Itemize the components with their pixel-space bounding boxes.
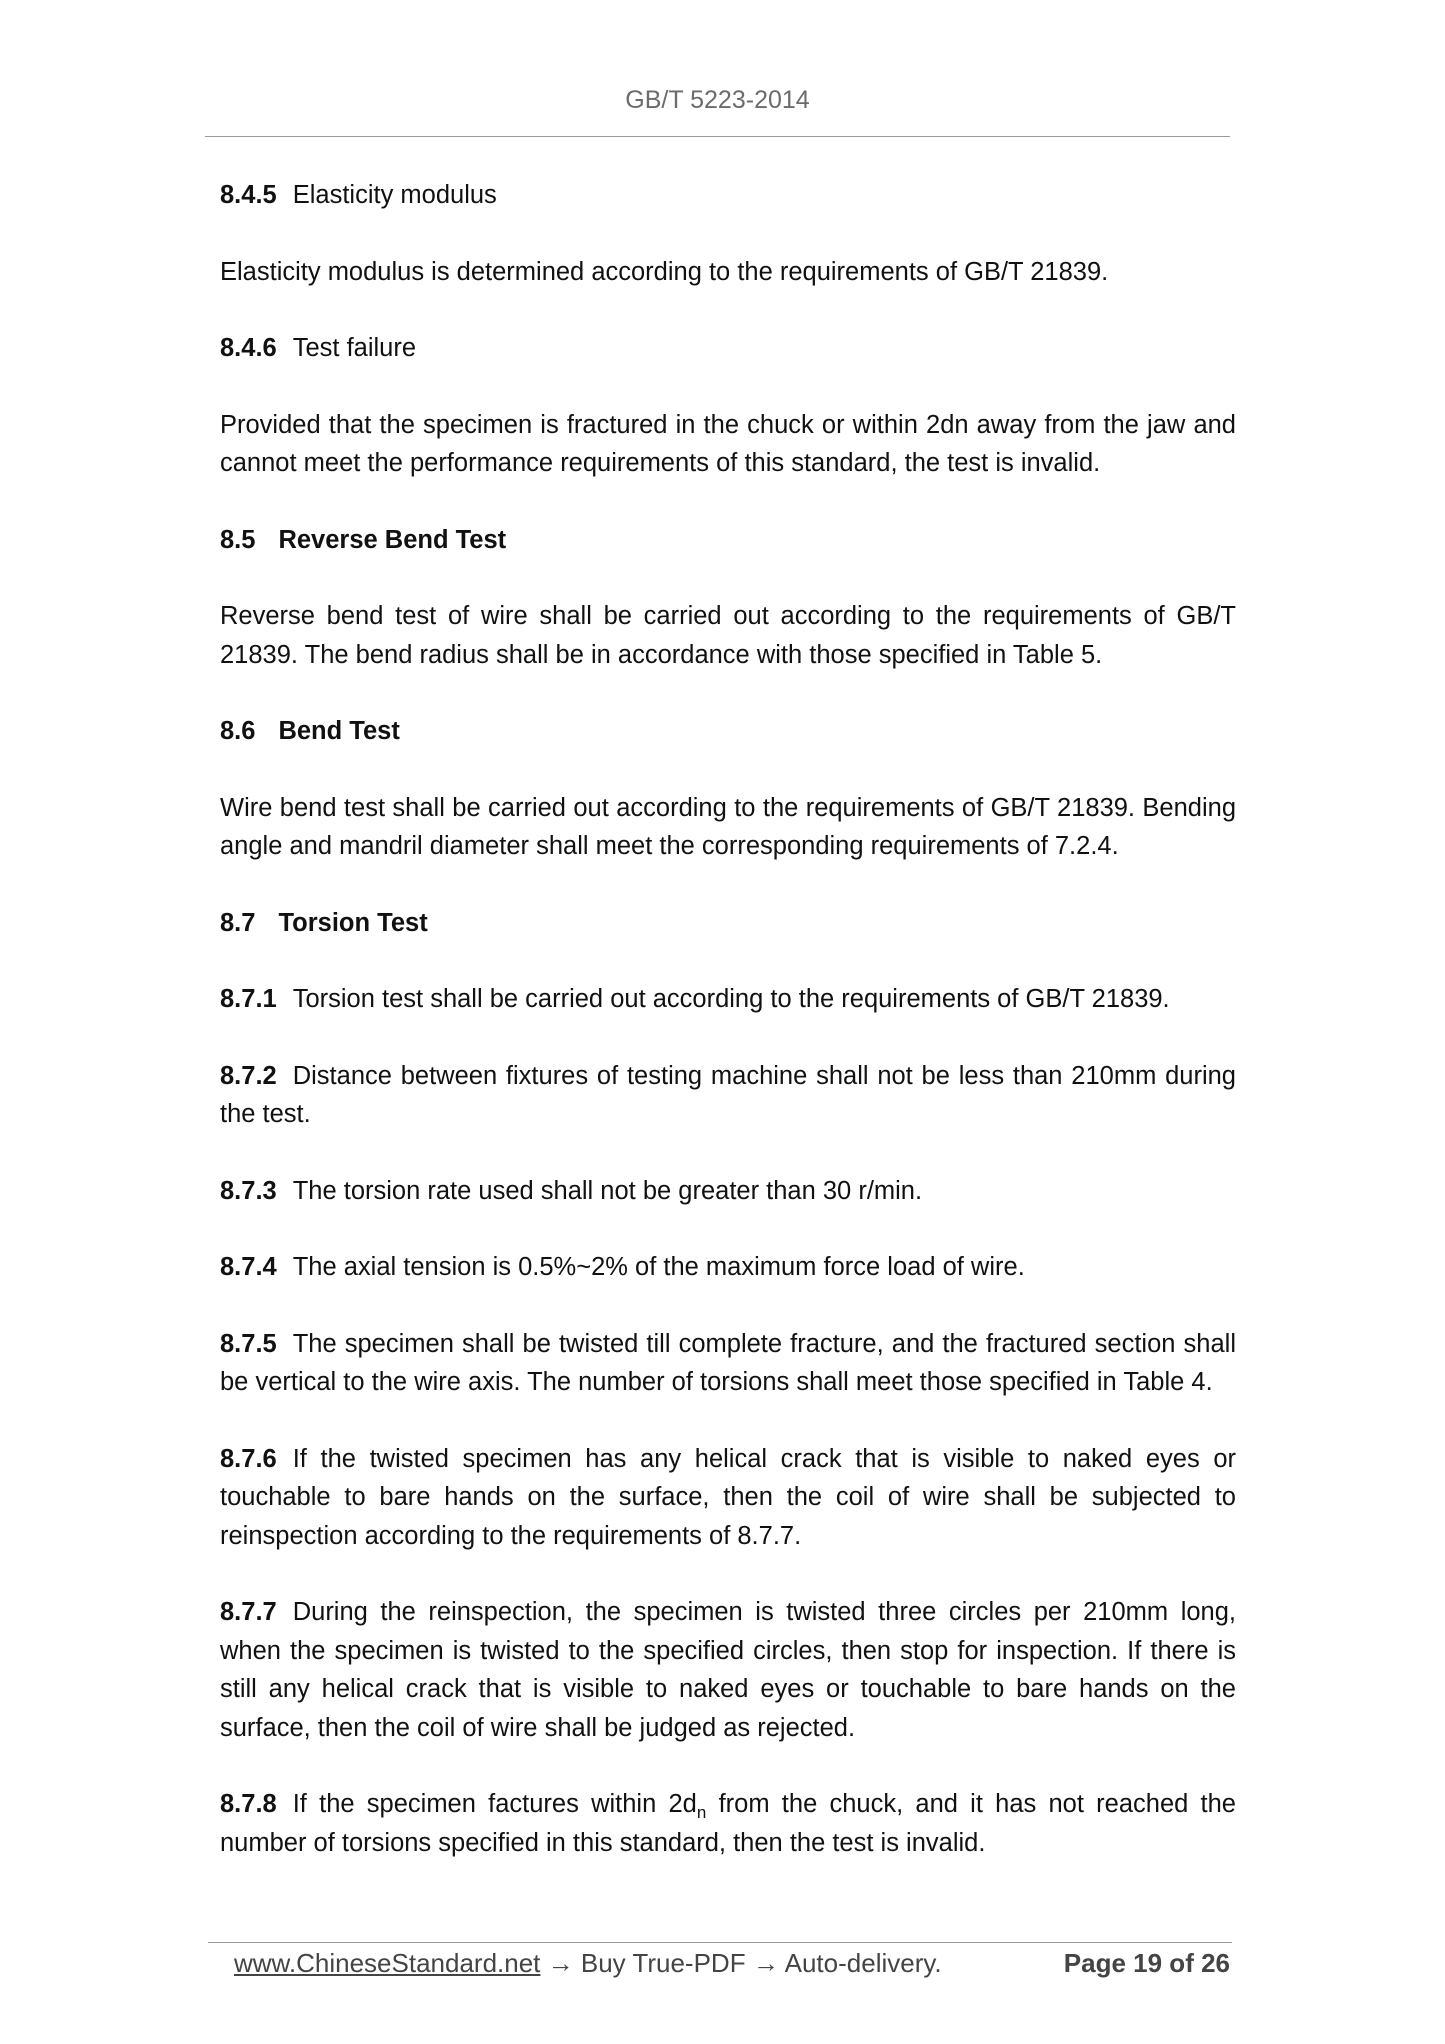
clause-text: Torsion test shall be carried out according to the requirements of GB/T 21839. [292, 985, 1170, 1013]
clause-text: The axial tension is 0.5%~2% of the maximum force load of wire. [292, 1253, 1025, 1281]
clause-number: 8.7.4 [220, 1253, 277, 1281]
paragraph-8-6: Wire bend test shall be carried out according to the requirements of GB/T 21839. Bending angle and mandril diameter shall meet the corresponding requirements of 7.2.4. [220, 793, 1236, 860]
clause-number: 8.7.6 [220, 1444, 277, 1473]
section-number: 8.4.5 [220, 181, 277, 209]
page-header: GB/T 5223-2014 [625, 86, 810, 114]
section-number: 8.5 [220, 525, 256, 554]
arrow-right-icon: → [752, 1948, 779, 1978]
clause-8-7-3 [220, 1172, 1236, 1211]
subscript: n [696, 1803, 707, 1823]
heading-8-7 [220, 904, 1236, 943]
clause-text: During the reinspection, the specimen is twisted three circles per 210mm long, when the specimen is twisted to the specified circles, then stop for inspection. If there is still any helical crack that is visible to naked eyes or touchable to bare hands on the surface, then the coil of wire shall be judged as rejected. [220, 1598, 1236, 1742]
clause-number: 8.7.7 [220, 1598, 277, 1626]
clause-text: The specimen shall be twisted till complete fracture, and the fractured section shall be vertical to the wire axis. The number of torsions shall meet those specified in Table 4. [220, 1329, 1236, 1396]
section-number: 8.7 [220, 908, 256, 937]
clause-8-7-6 [220, 1440, 1236, 1556]
page-number: Page 19 of 26 [1063, 1948, 1230, 1978]
clause-8-7-7 [220, 1593, 1236, 1747]
clause-text: The torsion rate used shall not be greater than 30 r/min. [292, 1176, 923, 1205]
section-title: Torsion Test [278, 908, 428, 937]
footer-links [234, 1948, 942, 1979]
clause-number: 8.7.8 [220, 1790, 277, 1818]
clause-text-continued: from the chuck, and it has not reached the number of torsions specified in this standard, then the test is invalid. [220, 1790, 1236, 1857]
clause-8-7-4 [220, 1248, 1236, 1287]
clause-text: Distance between fixtures of testing machine shall not be less than 210mm during the test. [220, 1061, 1236, 1128]
website-link[interactable]: www.ChineseStandard.net [234, 1948, 541, 1978]
clause-number: 8.7.1 [220, 985, 277, 1013]
clause-8-7-8 [220, 1785, 1236, 1862]
paragraph-8-4-6: Provided that the specimen is fractured in the chuck or within 2dn away from the jaw and cannot meet the performance requirements of this standard, the test is invalid. [220, 410, 1236, 477]
section-title: Reverse Bend Test [278, 525, 507, 554]
page-footer [234, 1948, 1230, 1979]
heading-8-4-5 [220, 176, 1236, 215]
section-number: 8.4.6 [220, 334, 277, 362]
heading-8-5 [220, 521, 1236, 560]
section-number: 8.6 [220, 717, 256, 745]
clause-number: 8.7.2 [220, 1061, 277, 1090]
clause-number: 8.7.3 [220, 1176, 277, 1205]
paragraph-8-4-5: Elasticity modulus is determined according to the requirements of GB/T 21839. [220, 257, 1109, 286]
footer-divider [208, 1942, 1232, 1943]
heading-8-6 [220, 712, 1236, 751]
auto-delivery-text: Auto-delivery. [784, 1948, 942, 1978]
clause-8-7-2 [220, 1057, 1236, 1134]
section-title: Test failure [292, 334, 417, 362]
buy-pdf-text: Buy True-PDF [580, 1948, 746, 1978]
clause-text: If the specimen factures within 2d [292, 1790, 697, 1818]
clause-number: 8.7.5 [220, 1329, 277, 1358]
heading-8-4-6 [220, 329, 1236, 368]
document-body [220, 176, 1236, 1900]
clause-8-7-5 [220, 1325, 1236, 1402]
paragraph-8-5: Reverse bend test of wire shall be carried out according to the requirements of GB/T 21839. The bend radius shall be in accordance with those specified in Table 5. [220, 602, 1236, 669]
section-title: Elasticity modulus [292, 181, 497, 209]
arrow-right-icon: → [547, 1948, 574, 1978]
clause-8-7-1 [220, 980, 1236, 1019]
section-title: Bend Test [278, 717, 400, 745]
clause-text: If the twisted specimen has any helical crack that is visible to naked eyes or touchable to bare hands on the surface, then the coil of wire shall be subjected to reinspection according to the requirements of 8.7.7. [220, 1444, 1236, 1550]
header-divider [205, 136, 1230, 137]
